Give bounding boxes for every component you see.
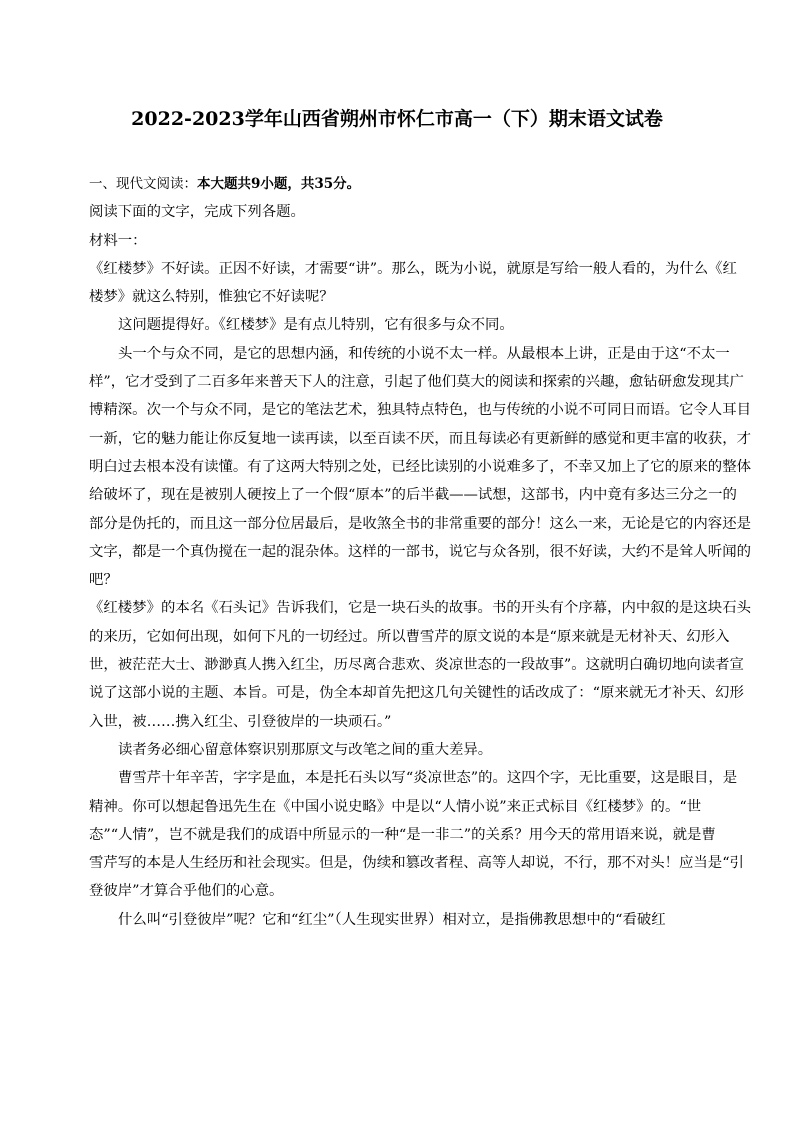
passage-line: 入世，被……携入红尘、引登彼岸的一块顽石。” [89, 713, 392, 730]
passage-line: 《红楼梦》不好读。正因不好读，才需要“讲”。那么，既为小说，就原是写给一般人看的，为什么《红 [89, 260, 737, 277]
passage-line: 头一个与众不同，是它的思想内涵，和传统的小说不太一样。从最根本上讲，正是由于这“不太一 [118, 345, 730, 362]
instruction-text: 阅读下面的文字，完成下列各题。 [89, 204, 305, 221]
passage-line: 登彼岸”才算合乎他们的心意。 [89, 883, 284, 900]
passage-line: 曹雪芹十年辛苦，字字是血，本是托石头以写“炎凉世态”的。这四个字，无比重要，这是眼目，是 [118, 770, 738, 787]
passage-line: 吧？ [89, 572, 118, 589]
section-info: 本大题共9小题，共35分。 [197, 176, 361, 192]
passage-line: 文字，都是一个真伪搅在一起的混杂体。这样的一部书，说它与众各别，很不好读，大约不是耸人听闻的 [89, 543, 751, 560]
passage-line: 态”“人情”，岂不就是我们的成语中所显示的一种“是一非二”的关系？用今天的常用语来说，就是曹 [89, 826, 716, 843]
passage-line: 博精深。次一个与众不同，是它的笔法艺术，独具特点特色，也与传统的小说不可同日而语。它令人耳目 [89, 402, 751, 419]
passage-line: 明白过去根本没有读懂。有了这两大特别之处，已经比读别的小说难多了，不幸又加上了它的原来的整体 [89, 458, 751, 475]
passage-line: 《红楼梦》的本名《石头记》告诉我们，它是一块石头的故事。书的开头有个序幕，内中叙的是这块石头 [89, 600, 751, 617]
passage-line: 的来历，它如何出现，如何下凡的一切经过。所以曹雪芹的原文说的本是“原来就是无材补天、幻形入 [89, 628, 730, 645]
passage-line: 说了这部小说的主题、本旨。可是，伪全本却首先把这几句关键性的话改成了：“原来就无才补天、幻形 [89, 685, 744, 702]
passage-line: 部分是伪托的，而且这一部分位居最后，是收煞全书的非常重要的部分！这么一来，无论是它的内容还是 [89, 515, 751, 532]
material-label: 材料一： [89, 232, 147, 249]
passage-line: 读者务必细心留意体察识别那原文与改笔之间的重大差异。 [118, 741, 493, 758]
reading-passage [89, 255, 751, 934]
passage-line: 样”，它才受到了二百多年来普天下人的注意，引起了他们莫大的阅读和探索的兴趣，愈钻研愈发现其广 [89, 374, 744, 391]
passage-line: 什么叫“引登彼岸”呢？它和“红尘”（人生现实世界）相对立，是指佛教思想中的“看破红 [118, 911, 666, 928]
exam-content [89, 170, 751, 934]
passage-line: 楼梦》就这么特别，惟独它不好读呢？ [89, 289, 334, 306]
passage-line: 一新，它的魅力能让你反复地一读再读，以至百读不厌，而且每读必有更新鲜的感觉和更丰富的收获，才 [89, 430, 751, 447]
section-heading [89, 170, 717, 198]
passage-line: 精神。你可以想起鲁迅先生在《中国小说史略》中是以“人情小说”来正式标目《红楼梦》的。“世 [89, 798, 702, 815]
section-prefix: 一、现代文阅读： [89, 176, 197, 192]
passage-line: 这问题提得好。《红楼梦》是有点儿特别，它有很多与众不同。 [118, 317, 514, 334]
exam-title: 2022-2023学年山西省朔州市怀仁市高一（下）期末语文试卷 [131, 108, 663, 130]
passage-line: 给破坏了，现在是被别人硬按上了一个假“原本”的后半截——试想，这部书，内中竟有多达三分之一的 [89, 487, 737, 504]
passage-line: 雪芹写的本是人生经历和社会现实。但是，伪续和篡改者程、高等人却说，不行，那不对头！应当是“引 [89, 855, 744, 872]
passage-line: 世，被茫茫大士、渺渺真人携入红尘，历尽离合悲欢、炎凉世态的一段故事”。这就明白确切地向读者宣 [89, 657, 744, 674]
